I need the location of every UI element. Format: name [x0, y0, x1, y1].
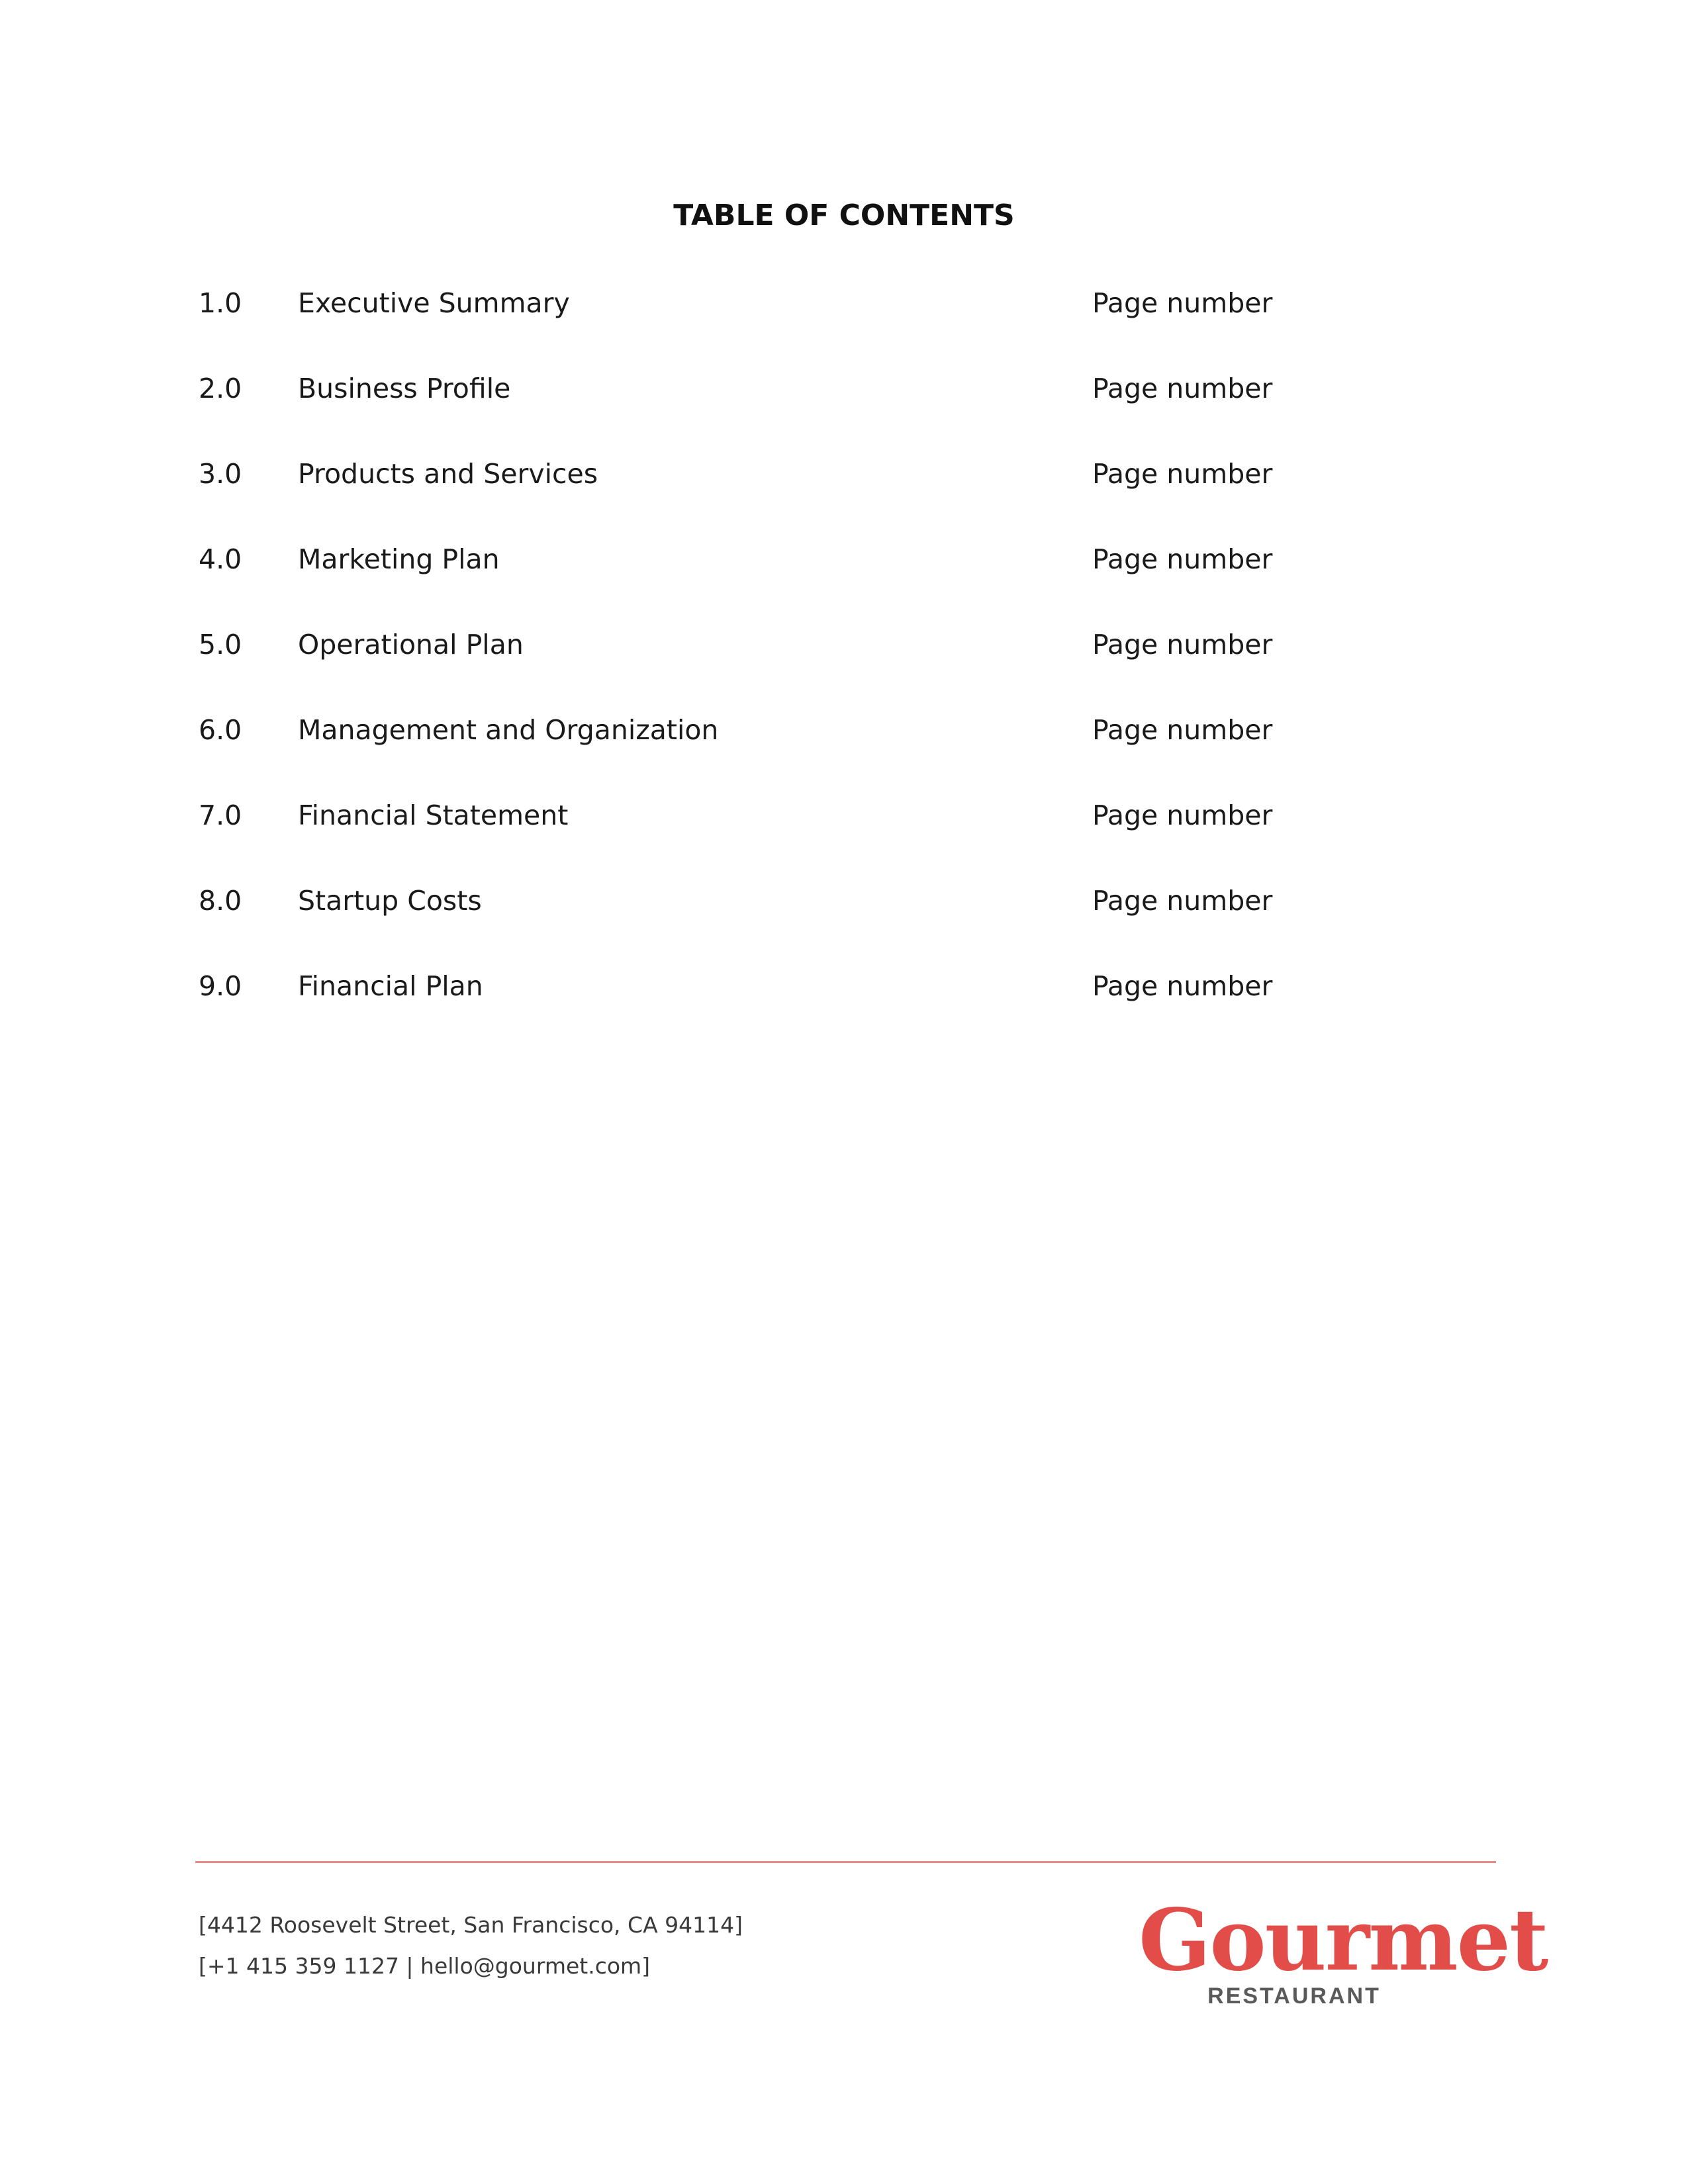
toc-row-number: 4.0: [199, 543, 242, 575]
toc-row: [199, 705, 1324, 790]
toc-row-number: 3.0: [199, 458, 242, 490]
toc-row: [199, 363, 1324, 449]
toc-row: [199, 961, 1324, 1046]
logo-tagline: RESTAURANT: [1207, 1983, 1381, 2009]
toc-row-page: Page number: [1092, 629, 1273, 660]
toc-row-number: 8.0: [199, 885, 242, 917]
toc-row-page: Page number: [1092, 373, 1273, 404]
toc-row-label: Management and Organization: [298, 714, 719, 746]
toc-row-label: Business Profile: [298, 373, 511, 404]
toc-row-page: Page number: [1092, 885, 1273, 917]
footer-address: [4412 Roosevelt Street, San Francisco, CA 94114]: [199, 1912, 743, 1938]
toc-row-label: Marketing Plan: [298, 543, 500, 575]
toc-row-number: 2.0: [199, 373, 242, 404]
toc-row-number: 6.0: [199, 714, 242, 746]
toc-row-label: Operational Plan: [298, 629, 524, 660]
toc-row-page: Page number: [1092, 543, 1273, 575]
toc-title: TABLE OF CONTENTS: [673, 199, 1015, 232]
footer-contact: [+1 415 359 1127 | hello@gourmet.com]: [199, 1953, 651, 1979]
toc-row-page: Page number: [1092, 970, 1273, 1002]
toc-row-label: Financial Plan: [298, 970, 483, 1002]
toc-row-label: Startup Costs: [298, 885, 482, 917]
toc-row: [199, 278, 1324, 363]
toc-row: [199, 619, 1324, 705]
toc-row-number: 1.0: [199, 287, 242, 319]
toc-row: [199, 790, 1324, 876]
toc-row-number: 5.0: [199, 629, 242, 660]
toc-row-label: Executive Summary: [298, 287, 570, 319]
footer-divider: [195, 1861, 1496, 1863]
logo-wordmark: Gourmet: [1139, 1891, 1548, 1990]
toc-row-label: Products and Services: [298, 458, 598, 490]
gourmet-logo: [1139, 1891, 1548, 2017]
toc-row-number: 7.0: [199, 799, 242, 831]
toc-row-number: 9.0: [199, 970, 242, 1002]
toc-row: [199, 876, 1324, 961]
toc-list: [199, 278, 1324, 1046]
toc-row-page: Page number: [1092, 799, 1273, 831]
footer-contact-block: [199, 1905, 743, 1987]
toc-row: [199, 449, 1324, 534]
toc-row-label: Financial Statement: [298, 799, 569, 831]
toc-row-page: Page number: [1092, 458, 1273, 490]
toc-row-page: Page number: [1092, 714, 1273, 746]
toc-row: [199, 534, 1324, 619]
toc-row-page: Page number: [1092, 287, 1273, 319]
